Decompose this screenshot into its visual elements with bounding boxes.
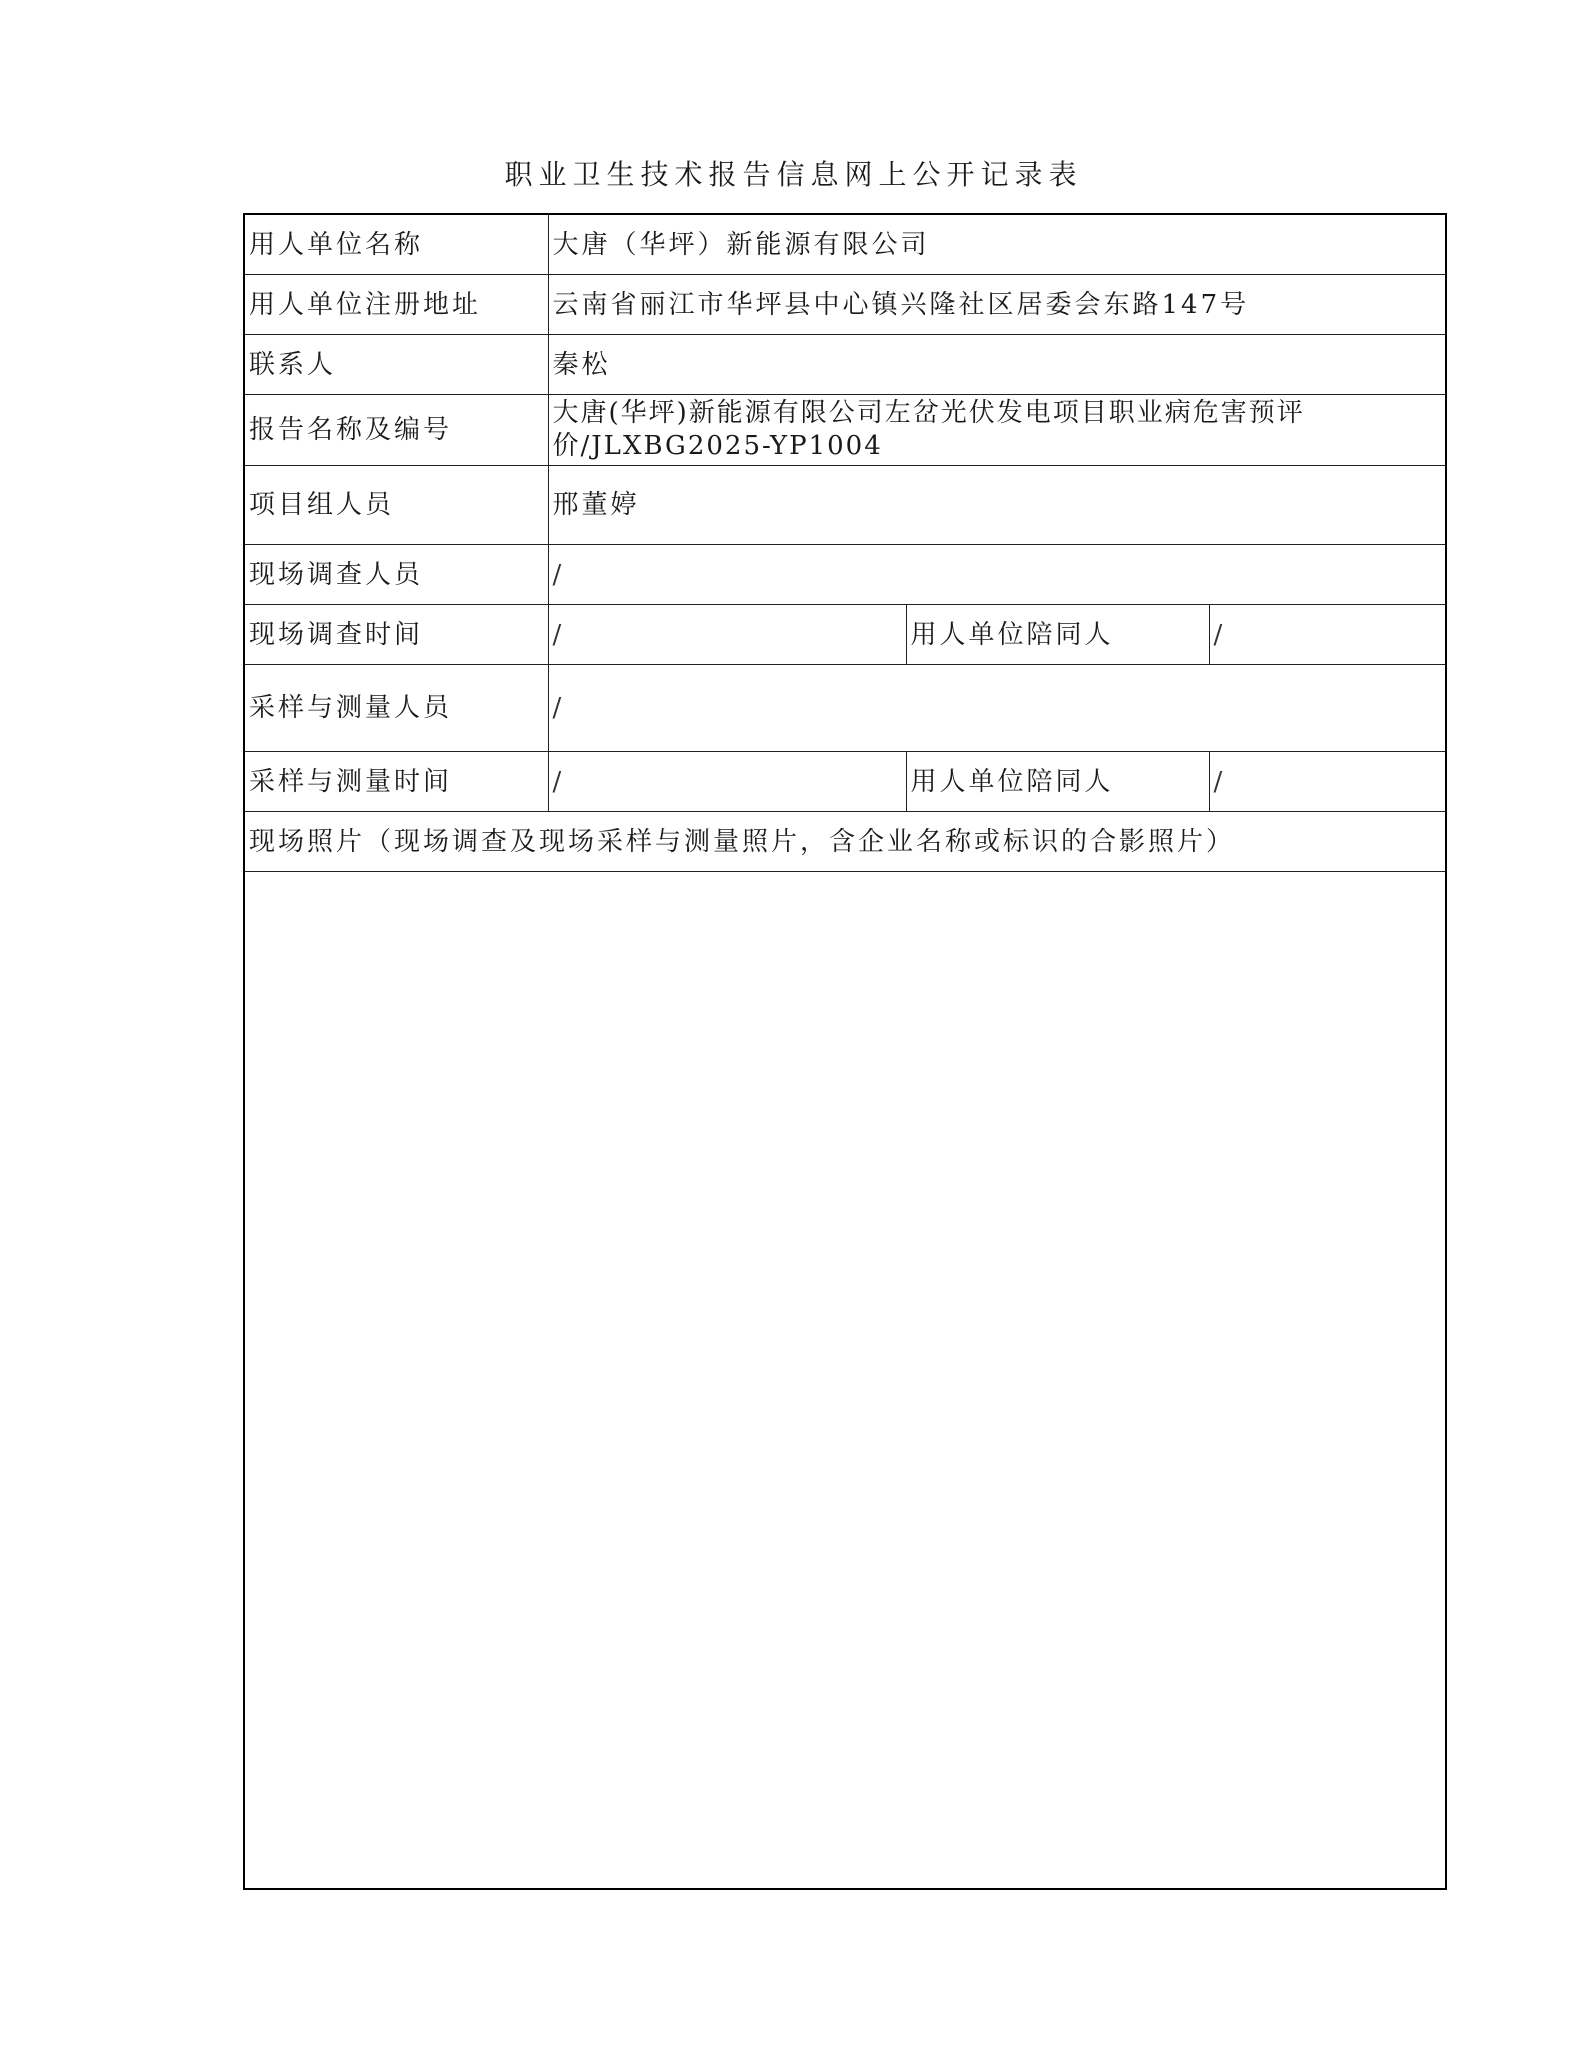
sampling-escort-label: 用人单位陪同人 — [906, 752, 1209, 812]
sampling-time-value: / — [548, 752, 906, 812]
row-contact — [244, 335, 1446, 395]
row-survey-time — [244, 605, 1446, 665]
survey-staff-value: / — [548, 545, 1446, 605]
employer-name-label: 用人单位名称 — [244, 214, 548, 275]
row-employer-name — [244, 214, 1446, 275]
survey-time-label: 现场调查时间 — [244, 605, 548, 665]
page-title: 职业卫生技术报告信息网上公开记录表 — [504, 158, 1083, 191]
employer-address-label: 用人单位注册地址 — [244, 275, 548, 335]
row-sampling-staff — [244, 665, 1446, 752]
row-photos-header — [244, 812, 1446, 872]
employer-address-value: 云南省丽江市华坪县中心镇兴隆社区居委会东路147号 — [548, 275, 1446, 335]
sampling-escort-value: / — [1209, 752, 1446, 812]
report-label: 报告名称及编号 — [244, 395, 548, 466]
survey-escort-value: / — [1209, 605, 1446, 665]
record-form-table — [243, 213, 1447, 1890]
survey-time-value: / — [548, 605, 906, 665]
report-value: 大唐(华坪)新能源有限公司左岔光伏发电项目职业病危害预评价/JLXBG2025-YP1004 — [548, 395, 1446, 466]
project-team-label: 项目组人员 — [244, 466, 548, 545]
row-survey-staff — [244, 545, 1446, 605]
row-photos-area — [244, 872, 1446, 1890]
sampling-time-label: 采样与测量时间 — [244, 752, 548, 812]
photos-area — [244, 872, 1446, 1890]
sampling-staff-label: 采样与测量人员 — [244, 665, 548, 752]
row-report — [244, 395, 1446, 466]
photos-label: 现场照片（现场调查及现场采样与测量照片，含企业名称或标识的合影照片） — [244, 812, 1446, 872]
row-sampling-time — [244, 752, 1446, 812]
employer-name-value: 大唐（华坪）新能源有限公司 — [548, 214, 1446, 275]
row-project-team — [244, 466, 1446, 545]
survey-escort-label: 用人单位陪同人 — [906, 605, 1209, 665]
survey-staff-label: 现场调查人员 — [244, 545, 548, 605]
sampling-staff-value: / — [548, 665, 1446, 752]
contact-label: 联系人 — [244, 335, 548, 395]
contact-value: 秦松 — [548, 335, 1446, 395]
project-team-value: 邢董婷 — [548, 466, 1446, 545]
row-employer-address — [244, 275, 1446, 335]
